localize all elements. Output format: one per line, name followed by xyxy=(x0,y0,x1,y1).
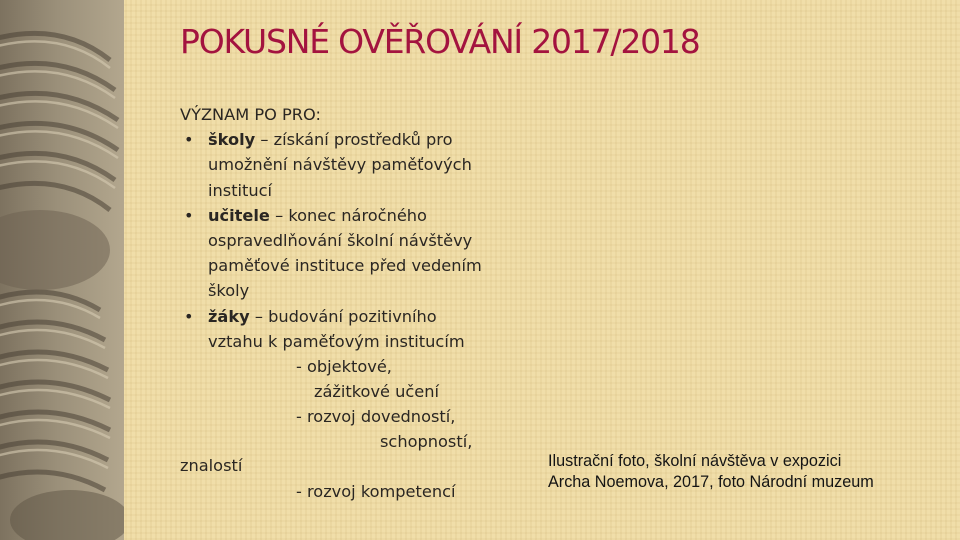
caption-line: Archa Noemova, 2017, foto Národní muzeum xyxy=(548,472,874,491)
caption-line: Ilustrační foto, školní návštěva v expozici xyxy=(548,452,842,470)
slide-title: POKUSNÉ OVĚŘOVÁNÍ 2017/2018 xyxy=(180,22,700,61)
bullet-text: institucí xyxy=(208,180,273,200)
sub-item: - rozvoj kompetencí xyxy=(296,482,456,501)
sub-item: - objektové, xyxy=(296,356,392,376)
bullet-text: paměťové instituce před vedením xyxy=(208,256,482,276)
sub-item: - rozvoj dovedností, xyxy=(296,407,456,427)
section-heading: VÝZNAM PO PRO: xyxy=(180,105,321,124)
bullet-text: – získání prostředků pro xyxy=(260,130,453,150)
slide-body xyxy=(180,102,520,455)
bullet-term: školy xyxy=(208,130,256,150)
bullet-item-ucitele xyxy=(180,203,520,228)
bullet-text: školy xyxy=(208,281,250,301)
bullet-text: ospravedlňování školní návštěvy xyxy=(208,230,473,250)
bullet-term: žáky xyxy=(208,306,250,326)
bullet-marker: • xyxy=(184,306,194,326)
bullet-text: umožnění návštěvy paměťových xyxy=(208,155,472,175)
sub-item: zážitkové učení xyxy=(314,382,440,402)
bullet-text: vztahu k paměťovým institucím xyxy=(208,331,465,351)
bullet-text: – konec náročného xyxy=(275,205,427,225)
bullet-item-zaky xyxy=(180,304,520,329)
bullet-item-skoly xyxy=(180,127,520,152)
bullet-text: – budování pozitivního xyxy=(254,306,437,326)
sub-item: znalostí xyxy=(180,456,243,475)
bullet-marker: • xyxy=(184,205,194,225)
photo-caption xyxy=(548,451,948,492)
bullet-marker: • xyxy=(184,130,194,150)
trilobite-fossil-image xyxy=(0,0,124,540)
sub-item: schopností, xyxy=(380,432,473,452)
fossil-illustration xyxy=(0,0,124,540)
bullet-term: učitele xyxy=(208,205,270,225)
